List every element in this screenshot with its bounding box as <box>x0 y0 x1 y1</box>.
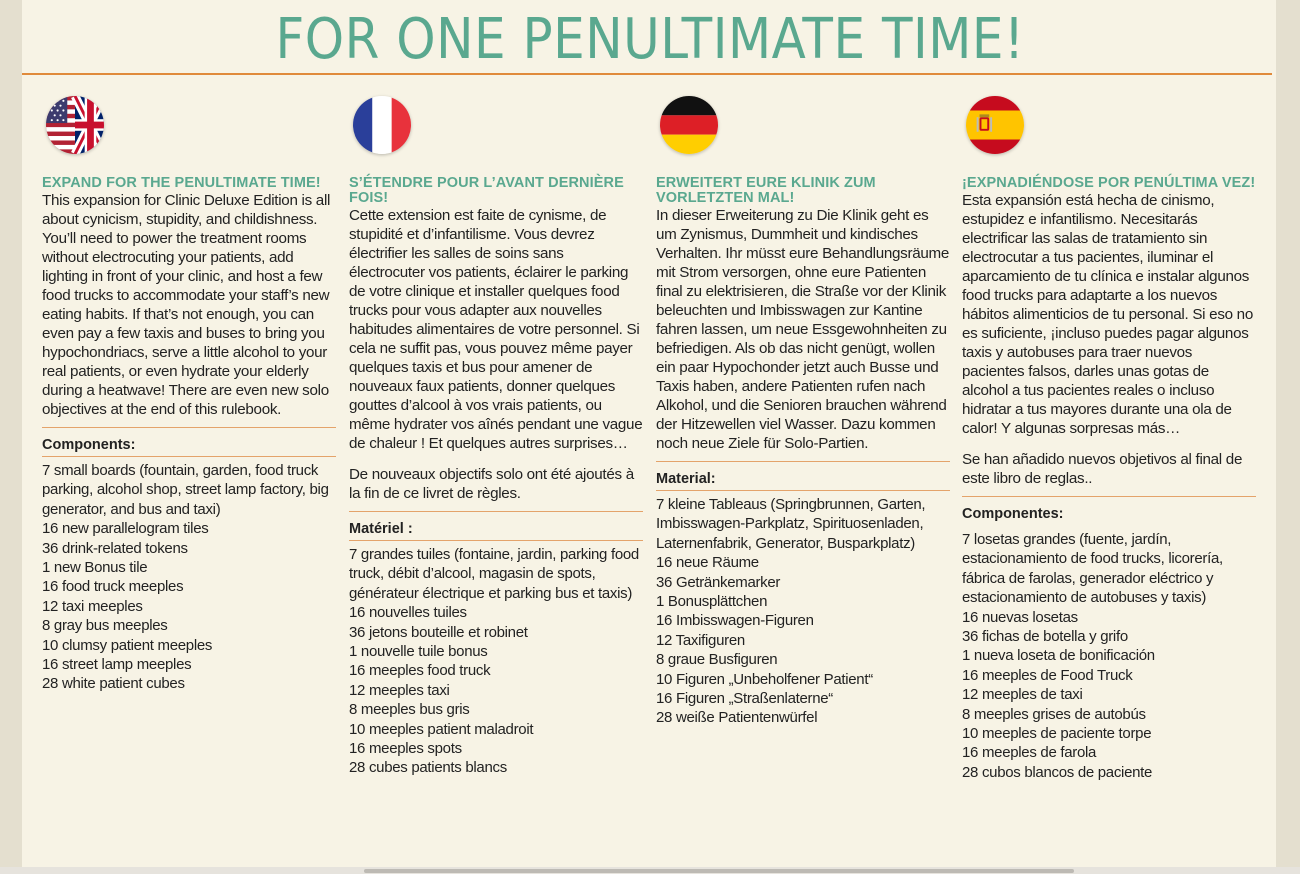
list-item: 10 meeples patient maladroit <box>349 720 534 738</box>
section-divider <box>656 490 950 491</box>
list-item: 12 meeples taxi <box>349 681 450 699</box>
intro-paragraph: Cette extension est faite de cynisme, de stupidité et d’infantilisme. Vous devrez électrifier les salles de soins sans électrocuter vos patients, éclairer le parking de votre clinique et installer quelques food trucks pour vous adapter aux nouvelles habitudes alimentaires de votre personnel. Si cela ne suffit pas, vous pouvez même payer quelques taxis et bus pour amener de nouveaux faux patients, donner quelques gouttes d’alcool à vos vrais patients, ou même hydrater vos aînés pendant une vague de chaleur ! Et quelques autres surprises… <box>349 207 643 452</box>
uk-us-flag-icon <box>46 96 104 154</box>
list-item: 28 cubes patients blancs <box>349 759 507 777</box>
list-item: 1 nueva loseta de bonificación <box>962 647 1155 665</box>
column-spanish <box>962 96 1256 782</box>
intro-paragraph: This expansion for Clinic Deluxe Edition is all about cynicism, stupidity, and childishness. You’ll need to power the treatment rooms without electrocuting your patients, add lighting in front of your clinic, and host a few food trucks to accommodate your staff’s new eating habits. If that’s not enough, you can even pay a few taxis and buses to bring you hypochondriacs, serve a little alcohol to your real patients, or even hydrate your elderly during a heatwave! There are even new solo objectives at the end of this rulebook. <box>42 192 331 418</box>
section-divider <box>656 461 950 462</box>
section-divider <box>42 427 336 428</box>
section-heading: S’ÉTENDRE POUR L’AVANT DERNIÈRE FOIS! <box>349 175 624 206</box>
column-german <box>656 96 950 728</box>
section-divider <box>349 511 643 512</box>
scrollbar-thumb[interactable] <box>364 869 1074 873</box>
title-divider <box>22 73 1272 75</box>
list-item: 7 losetas grandes (fuente, jardín, estacionamiento de food trucks, licorería, fábrica de farolas, generador eléctrico y estacionamiento de autobuses y taxis) <box>962 531 1223 607</box>
solo-note-paragraph: Se han añadido nuevos objetivos al final de este libro de reglas.. <box>962 451 1243 487</box>
list-item: 16 meeples de farola <box>962 744 1097 762</box>
components-list <box>349 545 643 778</box>
list-item: 16 meeples spots <box>349 740 462 758</box>
list-item: 8 graue Busfiguren <box>656 651 778 669</box>
column-english <box>42 96 336 694</box>
list-item: 36 jetons bouteille et robinet <box>349 623 528 641</box>
page-title: FOR ONE PENULTIMATE TIME! <box>275 6 1025 72</box>
components-title: Componentes: <box>962 506 1064 522</box>
list-item: 16 neue Räume <box>656 554 759 572</box>
section-divider <box>349 540 643 541</box>
list-item: 1 new Bonus tile <box>42 559 148 577</box>
list-item: 7 kleine Tableaus (Springbrunnen, Garten, Imbisswagen-Parkplatz, Spirituosenladen, Laternenfabrik, Generator, Busparkplatz) <box>656 496 926 552</box>
section-divider <box>962 525 1256 526</box>
intro-paragraph: In dieser Erweiterung zu Die Klinik geht es um Zynismus, Dummheit und kindisches Verhalten. Ihr müsst eure Behandlungsräume mit Strom versorgen, ohne eure Patienten final zu elektrisieren, die Straße vor der Klinik beleuchten und Imbisswagen zur Kantine fahren lassen, um neue Essgewohnheiten zu befriedigen. Als ob das nicht genügt, wollen ein paar Hypochonder jetzt auch Busse und Taxis haben, andere Patienten rufen nach Alkohol, und die Senioren brauchen während der Hitzewellen viel Wasser. Dazu kommen noch neue Ziele für Solo-Partien. <box>656 207 950 452</box>
components-list <box>962 530 1256 782</box>
list-item: 10 Figuren „Unbeholfener Patient“ <box>656 670 873 688</box>
section-divider <box>962 496 1256 497</box>
components-list <box>42 461 336 694</box>
list-item: 8 meeples grises de autobús <box>962 705 1146 723</box>
column-french <box>349 96 643 778</box>
components-title: Components: <box>42 437 136 453</box>
spain-flag-icon <box>966 96 1024 154</box>
section-heading: ¡EXPNADIÉNDOSE POR PENÚLTIMA VEZ! <box>962 175 1256 191</box>
list-item: 1 nouvelle tuile bonus <box>349 643 488 661</box>
list-item: 16 street lamp meeples <box>42 656 192 674</box>
section-heading: ERWEITERT EURE KLINIK ZUM VORLETZTEN MAL! <box>656 175 876 206</box>
list-item: 36 fichas de botella y grifo <box>962 628 1128 646</box>
section-heading: EXPAND FOR THE PENULTIMATE TIME! <box>42 175 321 191</box>
list-item: 7 grandes tuiles (fontaine, jardin, parking food truck, débit d’alcool, magasin de spots, générateur électrique et parking bus et taxis) <box>349 546 639 602</box>
list-item: 16 meeples food truck <box>349 662 491 680</box>
list-item: 28 white patient cubes <box>42 675 185 693</box>
list-item: 16 meeples de Food Truck <box>962 666 1133 684</box>
list-item: 16 nuevas losetas <box>962 608 1078 626</box>
components-title: Material: <box>656 471 716 487</box>
list-item: 16 Imbisswagen-Figuren <box>656 612 814 630</box>
list-item: 36 Getränkemarker <box>656 573 781 591</box>
section-divider <box>42 456 336 457</box>
list-item: 1 Bonusplättchen <box>656 593 768 611</box>
list-item: 10 clumsy patient meeples <box>42 636 213 654</box>
list-item: 7 small boards (fountain, garden, food truck parking, alcohol shop, street lamp factory, big generator, and bus and taxi) <box>42 462 329 518</box>
list-item: 8 meeples bus gris <box>349 701 470 719</box>
list-item: 12 Taxifiguren <box>656 631 745 649</box>
intro-paragraph: Esta expansión está hecha de cinismo, estupidez e infantilismo. Necesitarás electrificar las salas de tratamiento sin electrocutar a tus pacientes, iluminar el aparcamiento de tu clínica e instalar algunos food trucks para adaptarte a los nuevos hábitos alimenticios de tu personal. Si eso no es suficiente, ¡incluso puedes pagar algunos taxis y autobuses para traer nuevos pacientes falsos, darles unas gotas de alcohol a tus pacientes reales o incluso hidratar a tus mayores durante una ola de calor! Y algunas sorpresas más… <box>962 192 1253 437</box>
list-item: 28 cubos blancos de paciente <box>962 763 1153 781</box>
list-item: 16 Figuren „Straßenlaterne“ <box>656 690 833 708</box>
list-item: 8 gray bus meeples <box>42 617 168 635</box>
list-item: 12 taxi meeples <box>42 597 143 615</box>
list-item: 12 meeples de taxi <box>962 686 1083 704</box>
list-item: 36 drink-related tokens <box>42 539 188 557</box>
components-list <box>656 495 950 728</box>
france-flag-icon <box>353 96 411 154</box>
solo-note-paragraph: De nouveaux objectifs solo ont été ajoutés à la fin de ce livret de règles. <box>349 466 634 502</box>
list-item: 16 food truck meeples <box>42 578 184 596</box>
list-item: 10 meeples de paciente torpe <box>962 725 1152 743</box>
list-item: 16 nouvelles tuiles <box>349 604 467 622</box>
components-title: Matériel : <box>349 521 413 537</box>
list-item: 16 new parallelogram tiles <box>42 520 209 538</box>
germany-flag-icon <box>660 96 718 154</box>
list-item: 28 weiße Patientenwürfel <box>656 709 818 727</box>
